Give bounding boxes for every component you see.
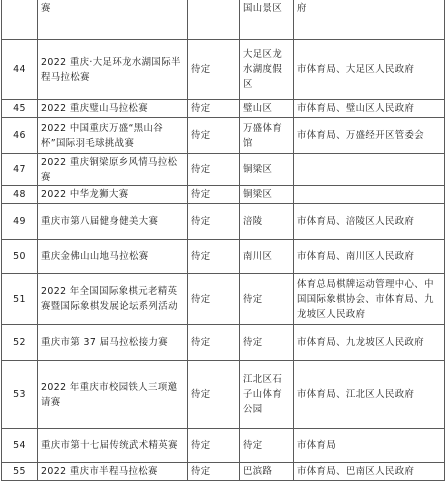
event-name: 重庆市第八届健身健美大赛	[38, 204, 188, 240]
row-number: 55	[2, 463, 38, 481]
event-venue: 国山景区	[240, 0, 294, 40]
event-status: 待定	[188, 274, 240, 325]
row-number: 50	[2, 240, 38, 274]
event-venue: 万盛体育馆	[240, 118, 294, 154]
event-name: 2022 年全国国际象棋元老精英赛暨国际象棋发展论坛系列活动	[38, 274, 188, 325]
table-row	[2, 186, 445, 204]
event-status: 待定	[188, 204, 240, 240]
event-organizer: 市体育局、巴南区人民政府	[294, 463, 445, 481]
event-venue: 大足区龙水湖度假区	[240, 40, 294, 100]
event-name: 2022 重庆璧山马拉松赛	[38, 100, 188, 118]
table-row	[2, 0, 445, 40]
event-name: 重庆金佛山山地马拉松赛	[38, 240, 188, 274]
row-number: 52	[2, 325, 38, 361]
row-number: 46	[2, 118, 38, 154]
event-organizer: 市体育局、璧山区人民政府	[294, 100, 445, 118]
table-row	[2, 274, 445, 325]
event-name: 重庆市第 37 届马拉松接力赛	[38, 325, 188, 361]
event-status: 待定	[188, 463, 240, 481]
event-organizer	[294, 154, 445, 186]
event-organizer: 市体育局、万盛经开区管委会	[294, 118, 445, 154]
table-row	[2, 463, 445, 481]
table-row	[2, 40, 445, 100]
row-number: 47	[2, 154, 38, 186]
event-organizer: 市体育局、南川区人民政府	[294, 240, 445, 274]
event-status: 待定	[188, 429, 240, 463]
event-name: 重庆市第十七届传统武术精英赛	[38, 429, 188, 463]
event-name: 赛	[38, 0, 188, 40]
event-venue: 待定	[240, 274, 294, 325]
table-row	[2, 100, 445, 118]
event-venue: 璧山区	[240, 100, 294, 118]
row-number: 53	[2, 361, 38, 429]
row-number: 51	[2, 274, 38, 325]
event-status: 待定	[188, 154, 240, 186]
row-number: 44	[2, 40, 38, 100]
event-status: 待定	[188, 240, 240, 274]
event-status: 待定	[188, 118, 240, 154]
event-organizer: 市体育局、江北区人民政府	[294, 361, 445, 429]
event-status: 待定	[188, 40, 240, 100]
event-venue: 铜梁区	[240, 186, 294, 204]
event-venue: 南川区	[240, 240, 294, 274]
event-organizer: 市体育局、大足区人民政府	[294, 40, 445, 100]
event-status: 待定	[188, 186, 240, 204]
event-venue: 待定	[240, 429, 294, 463]
row-number: 45	[2, 100, 38, 118]
event-status: 待定	[188, 325, 240, 361]
event-status	[188, 0, 240, 40]
row-number: 49	[2, 204, 38, 240]
event-organizer: 体育总局棋牌运动管理中心、中国国际象棋协会、市体育局、九龙坡区人民政府	[294, 274, 445, 325]
table-row	[2, 325, 445, 361]
event-venue: 江北区石子山体育公园	[240, 361, 294, 429]
event-venue: 铜梁区	[240, 154, 294, 186]
event-venue: 待定	[240, 325, 294, 361]
table-row	[2, 118, 445, 154]
event-organizer: 府	[294, 0, 445, 40]
table-row	[2, 154, 445, 186]
event-organizer: 市体育局、涪陵区人民政府	[294, 204, 445, 240]
event-organizer: 市体育局	[294, 429, 445, 463]
event-name: 2022 中国重庆万盛“黑山谷杯”国际羽毛球挑战赛	[38, 118, 188, 154]
event-venue: 巴滨路	[240, 463, 294, 481]
row-number: 48	[2, 186, 38, 204]
events-table	[1, 0, 445, 481]
table-row	[2, 240, 445, 274]
event-organizer	[294, 186, 445, 204]
table-row	[2, 361, 445, 429]
event-venue: 涪陵	[240, 204, 294, 240]
event-organizer: 市体育局、九龙坡区人民政府	[294, 325, 445, 361]
event-name: 2022 重庆·大足环龙水湖国际半程马拉松赛	[38, 40, 188, 100]
row-number	[2, 0, 38, 40]
event-name: 2022 重庆市半程马拉松赛	[38, 463, 188, 481]
event-name: 2022 年重庆市校园铁人三项邀请赛	[38, 361, 188, 429]
event-name: 2022 中华龙狮大赛	[38, 186, 188, 204]
table-row	[2, 204, 445, 240]
event-status: 待定	[188, 100, 240, 118]
table-row	[2, 429, 445, 463]
row-number: 54	[2, 429, 38, 463]
event-status: 待定	[188, 361, 240, 429]
event-name: 2022 重庆铜梁原乡风情马拉松赛	[38, 154, 188, 186]
